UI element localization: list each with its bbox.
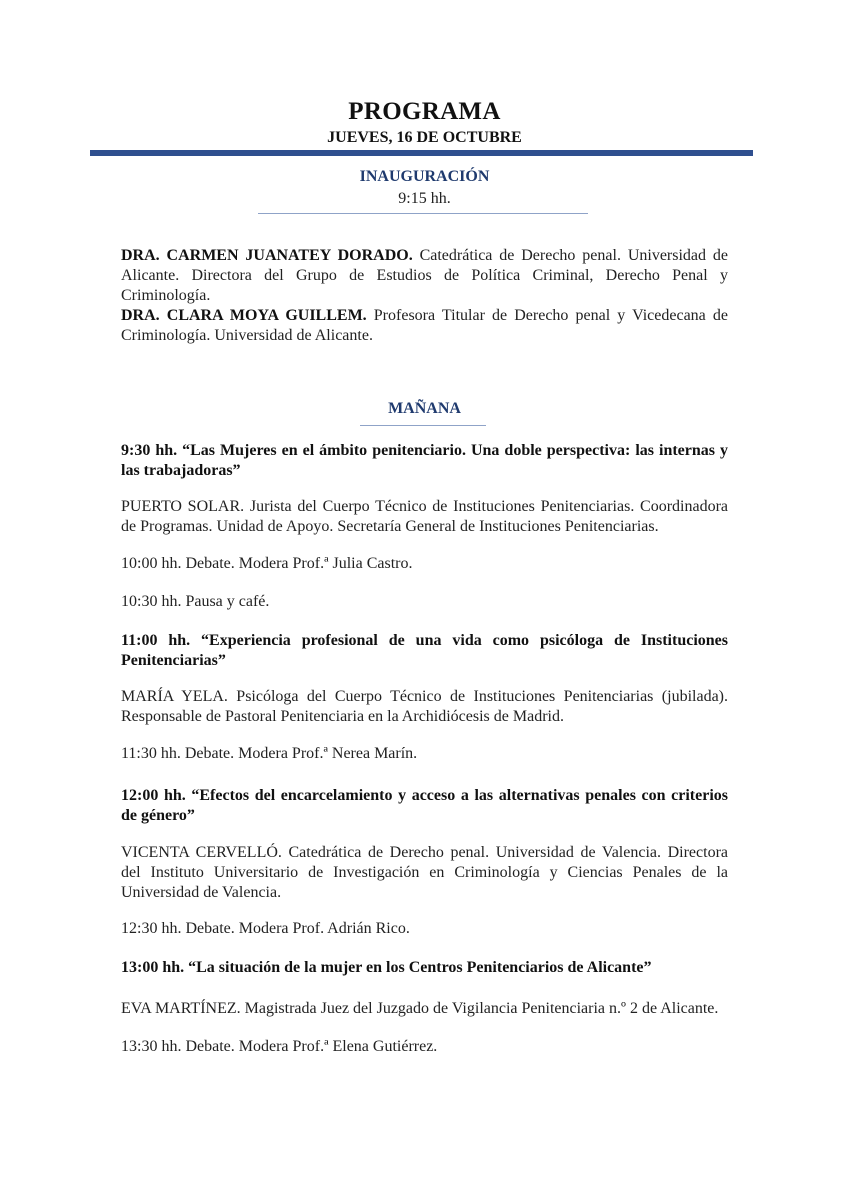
speaker-desc: PUERTO SOLAR. Jurista del Cuerpo Técnico de Instituciones Penitenciarias. Coordinadora de Programas. Unidad de Apoyo. Secretaría General de Instituciones Penitenciarias. [121, 498, 728, 535]
debate-line: 11:30 hh. Debate. Modera Prof.ª Nerea Marín. [121, 745, 418, 762]
speaker-desc: VICENTA CERVELLÓ. Catedrática de Derecho penal. Universidad de Valencia. Directora del Instituto Universitario de Investigación en Criminología y Ciencias Penales de la Universidad de Valencia. [121, 844, 728, 901]
inauguracion-divider [258, 213, 588, 214]
speaker-desc: Profesora Titular de Derecho penal y Vicedecana de Criminología. Universidad de Alicante. [121, 307, 728, 344]
debate-line: 13:30 hh. Debate. Modera Prof.ª Elena Gutiérrez. [121, 1038, 438, 1055]
debate-line: 12:30 hh. Debate. Modera Prof. Adrián Rico. [121, 920, 410, 937]
speaker-block [121, 246, 728, 306]
inauguracion-time: 9:15 hh. [398, 190, 451, 207]
debate-line: 10:00 hh. Debate. Modera Prof.ª Julia Castro. [121, 555, 413, 572]
page-title: PROGRAMA [348, 98, 501, 125]
session-title: 12:00 hh. “Efectos del encarcelamiento y acceso a las alternativas penales con criterios de género” [121, 787, 728, 824]
speaker-desc: EVA MARTÍNEZ. Magistrada Juez del Juzgado de Vigilancia Penitenciaria n.º 2 de Alicante. [121, 1000, 719, 1017]
break-line: 10:30 hh. Pausa y café. [121, 593, 270, 610]
page-date: JUEVES, 16 DE OCTUBRE [327, 129, 522, 146]
section-heading-manana: MAÑANA [388, 400, 461, 417]
header-divider [90, 150, 753, 156]
speaker-block [121, 306, 728, 346]
manana-divider [360, 425, 486, 426]
speaker-desc: Catedrática de Derecho penal. Universidad de Alicante. Directora del Grupo de Estudios de Política Criminal, Derecho Penal y Criminología. [121, 247, 728, 304]
speaker-desc: MARÍA YELA. Psicóloga del Cuerpo Técnico de Instituciones Penitenciarias (jubilada). Responsable de Pastoral Penitenciaria en la Archidiócesis de Madrid. [121, 688, 728, 725]
session-title: 11:00 hh. “Experiencia profesional de una vida como psicóloga de Instituciones Penitenciarias” [121, 632, 728, 669]
section-heading-inauguracion: INAUGURACIÓN [359, 168, 490, 185]
session-title: 9:30 hh. “Las Mujeres en el ámbito penitenciario. Una doble perspectiva: las internas y las trabajadoras” [121, 442, 728, 479]
session-title: 13:00 hh. “La situación de la mujer en los Centros Penitenciarios de Alicante” [121, 959, 652, 976]
speaker-name: DRA. CARMEN JUANATEY DORADO. [121, 247, 413, 264]
speaker-name: DRA. CLARA MOYA GUILLEM. [121, 307, 367, 324]
